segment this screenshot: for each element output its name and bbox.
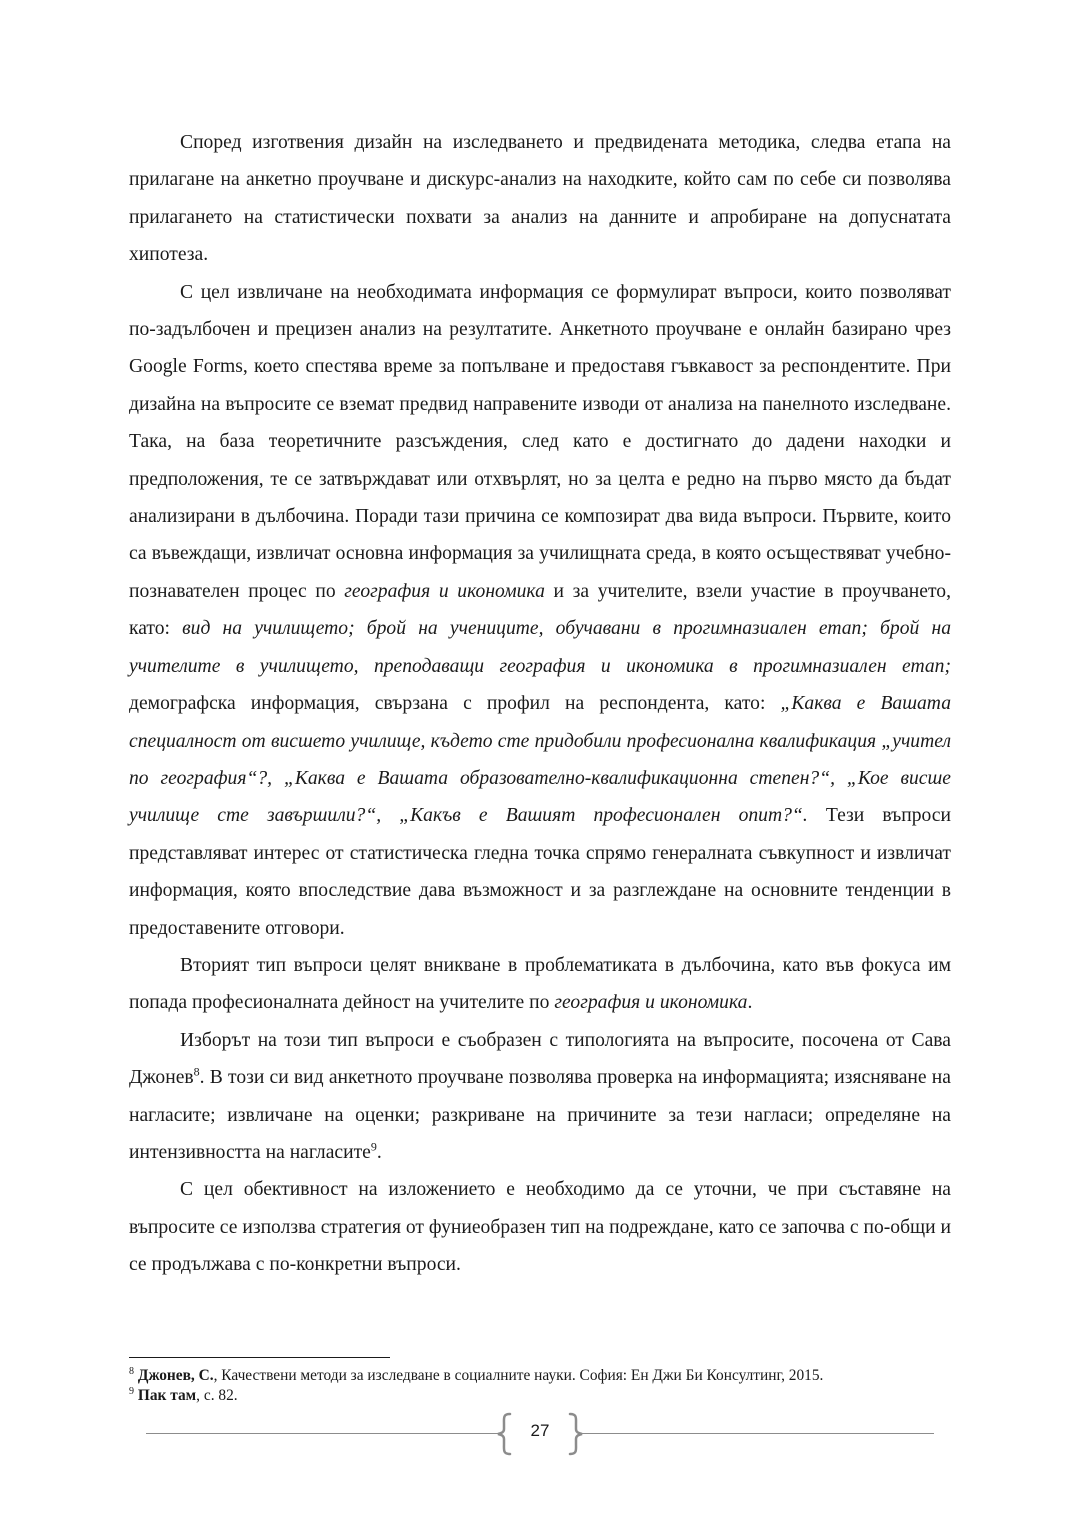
paragraph-5: С цел обективност на изложението е необходимо да се уточни, че при съставяне на въпросите се използва стратегия от фуниеобразен тип на подреждане, като се започва с по-общи и се продължава с по-конкретни въпроси.	[129, 1179, 951, 1276]
footnote-ref-9[interactable]: 9	[370, 1139, 377, 1154]
footnotes	[129, 1366, 959, 1406]
paragraph-2: С цел извличане на необходимата информация се формулират въпроси, които позволяват по-задълбочен и прецизен анализ на резултатите. Анкетното проучване е онлайн базирано чрез Google Forms, което спестява време за попълване и предоставя гъвкавост за респондентите. При дизайна на въпросите се вземат предвид направените изводи от анализа на панелното изследване. Така, на база теоретичните разсъждения, след като е достигнато до дадени находки и предположения, те се затвърждават или отхвърлят, но за целта е редно на първо място да бъдат анализирани в дълбочина. Поради тази причина се композират два вида въпроси. Първите, които са въвеждащи, извличат основна информация за училищната среда, в която осъществяват учебно-познавателен процес по география и икономика и за учителите, взели участие в проучването, като: вид на училището; брой на учениците, обучавани в прогимназиален етап; брой на учителите в училището, преподаващи география и икономика в прогимназиален етап; демографска информация, свързана с профил на респондента, като: „Каква е Вашата специалност от висшето училище, където сте придобили професионална квалификация „учител по география“?, „Каква е Вашата образователно-квалификационна степен?“, „Кое висше училище сте завършили?“, „Какъв е Вашият професионален опит?“. Тези въпроси представляват интерес от статистическа гледна точка спрямо генералната съвкупност и извличат информация, която впоследствие дава възможност и за разглеждане на основните тенденции в предоставените отговори.	[129, 281, 951, 939]
page-footer	[146, 1412, 934, 1456]
footnote-8: $^8$ Джонев, С., Качествени методи за изследване в социалните науки. София: Ен Джи Би Консултинг, 2015.	[129, 1365, 824, 1384]
left-brace-icon	[496, 1412, 512, 1456]
paragraph-4: Изборът на този тип въпроси е съобразен с типологията на въпросите, посочена от Сава Джонев$^8$. В този си вид анкетното проучване позволява проверка на информацията; изясняване на нагласите; извличане на оценки; разкриване на причините за тези нагласи; определяне на интензивността на нагласите$^9$.	[129, 1029, 951, 1163]
footnote-ref-8[interactable]: 8	[193, 1064, 200, 1079]
right-brace-icon	[568, 1412, 584, 1456]
footer-rule-left	[146, 1433, 498, 1434]
footnote-separator	[129, 1357, 390, 1358]
paragraph-1: Според изготвения дизайн на изследването и предвидената методика, следва етапа на прилагане на анкетно проучване и дискурс-анализ на находките, който сам по себе си позволява прилагането на статистически похвати за анализ на данните и апробиране на допуснатата хипотеза.	[129, 132, 951, 266]
page-number: 27	[530, 1421, 550, 1440]
paragraph-3: Вторият тип въпроси целят вникване в проблематиката в дълбочина, като във фокуса им попада професионалната дейност на учителите по география и икономика.	[129, 954, 951, 1014]
footer-rule-right	[582, 1433, 934, 1434]
footnote-9: $^9$ Пак там, с. 82.	[129, 1385, 238, 1404]
main-text	[129, 124, 951, 1284]
